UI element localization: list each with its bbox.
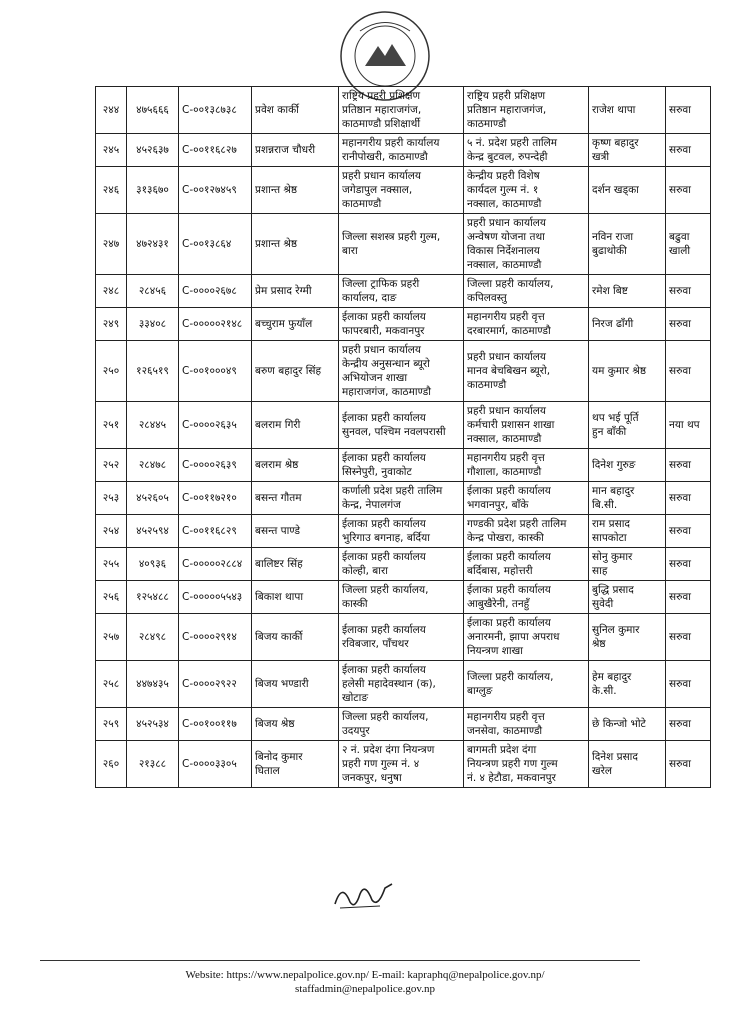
- serial-number-cell: २४८: [96, 275, 127, 308]
- table-row: [96, 741, 711, 788]
- current-office-cell: राष्ट्रिय प्रहरी प्रशिक्षण प्रतिष्ठान महाराजगंज, काठमाण्डौ प्रशिक्षार्थी: [339, 87, 464, 134]
- table-row: [96, 275, 711, 308]
- serial-number-cell: २४४: [96, 87, 127, 134]
- table-row: [96, 87, 711, 134]
- personnel-id-cell: ४५२५९४: [127, 515, 179, 548]
- employee-code-cell: C-००००२६३९: [179, 449, 252, 482]
- employee-name-cell: बिकाश थापा: [252, 581, 339, 614]
- transfer-office-cell: ईलाका प्रहरी कार्यालय आबुखैरेनी, तनहुँ: [464, 581, 589, 614]
- replacement-name-cell: थप भई पूर्ति हुन बाँकी: [589, 402, 666, 449]
- table-row: [96, 214, 711, 275]
- transfer-office-cell: प्रहरी प्रधान कार्यालय कर्मचारी प्रशासन शाखा नक्साल, काठमाण्डौ: [464, 402, 589, 449]
- personnel-id-cell: ४४७४३५: [127, 661, 179, 708]
- personnel-id-cell: २१३८८: [127, 741, 179, 788]
- transfer-office-cell: प्रहरी प्रधान कार्यालय अन्वेषण योजना तथा विकास निर्देशनालय नक्साल, काठमाण्डौ: [464, 214, 589, 275]
- serial-number-cell: २४६: [96, 167, 127, 214]
- transfer-office-cell: गण्डकी प्रदेश प्रहरी तालिम केन्द्र पोखरा, कास्की: [464, 515, 589, 548]
- personnel-id-cell: २८४७८: [127, 449, 179, 482]
- transfer-office-cell: जिल्ला प्रहरी कार्यालय, बाग्लुङ: [464, 661, 589, 708]
- personnel-id-cell: ४५२६३७: [127, 134, 179, 167]
- employee-name-cell: प्रवेश कार्की: [252, 87, 339, 134]
- transfer-office-cell: महानगरीय प्रहरी वृत्त गौशाला, काठमाण्डौ: [464, 449, 589, 482]
- employee-name-cell: बलराम गिरी: [252, 402, 339, 449]
- serial-number-cell: २५१: [96, 402, 127, 449]
- table-row: [96, 167, 711, 214]
- transfer-office-cell: महानगरीय प्रहरी वृत्त जनसेवा, काठमाण्डौ: [464, 708, 589, 741]
- transfer-office-cell: महानगरीय प्रहरी वृत्त दरबारमार्ग, काठमाण्डौ: [464, 308, 589, 341]
- table-row: [96, 661, 711, 708]
- replacement-name-cell: कृष्ण बहादुर खत्री: [589, 134, 666, 167]
- employee-name-cell: बिजय भण्डारी: [252, 661, 339, 708]
- current-office-cell: जिल्ला सशस्त्र प्रहरी गुल्म, बारा: [339, 214, 464, 275]
- replacement-name-cell: निरज ढाँगी: [589, 308, 666, 341]
- current-office-cell: ईलाका प्रहरी कार्यालय सुनवल, पश्चिम नवलपरासी: [339, 402, 464, 449]
- serial-number-cell: २५४: [96, 515, 127, 548]
- serial-number-cell: २६०: [96, 741, 127, 788]
- employee-code-cell: C-००११६८२७: [179, 134, 252, 167]
- employee-code-cell: C-००००२६७८: [179, 275, 252, 308]
- transfer-office-cell: केन्द्रीय प्रहरी विशेष कार्यदल गुल्म नं. १ नक्साल, काठमाण्डौ: [464, 167, 589, 214]
- serial-number-cell: २४९: [96, 308, 127, 341]
- table-row: [96, 708, 711, 741]
- current-office-cell: जिल्ला प्रहरी कार्यालय, कास्की: [339, 581, 464, 614]
- serial-number-cell: २५०: [96, 341, 127, 402]
- personnel-id-cell: ४७५६६६: [127, 87, 179, 134]
- current-office-cell: ईलाका प्रहरी कार्यालय कोल्ही, बारा: [339, 548, 464, 581]
- employee-name-cell: प्रशन्नराज चौधरी: [252, 134, 339, 167]
- current-office-cell: ईलाका प्रहरी कार्यालय भुरिगाउ बगनाह, बर्दिया: [339, 515, 464, 548]
- table-row: [96, 449, 711, 482]
- remarks-cell: सरुवा: [666, 581, 711, 614]
- employee-name-cell: बसन्त गौतम: [252, 482, 339, 515]
- remarks-cell: बढुवा खाली: [666, 214, 711, 275]
- footer-rule: [40, 960, 640, 961]
- serial-number-cell: २५९: [96, 708, 127, 741]
- remarks-cell: सरुवा: [666, 308, 711, 341]
- replacement-name-cell: रमेश बिष्ट: [589, 275, 666, 308]
- remarks-cell: नया थप: [666, 402, 711, 449]
- table-row: [96, 581, 711, 614]
- remarks-cell: सरुवा: [666, 661, 711, 708]
- remarks-cell: सरुवा: [666, 548, 711, 581]
- employee-name-cell: बिनोद कुमार घिताल: [252, 741, 339, 788]
- current-office-cell: ईलाका प्रहरी कार्यालय सिस्नेपुरी, नुवाकोट: [339, 449, 464, 482]
- employee-code-cell: C-००००३३०५: [179, 741, 252, 788]
- employee-code-cell: C-००००२९२२: [179, 661, 252, 708]
- current-office-cell: प्रहरी प्रधान कार्यालय केन्द्रीय अनुसन्धान ब्यूरो अभियोजन शाखा महाराजगंज, काठमाण्डौ: [339, 341, 464, 402]
- personnel-id-cell: २८४५६: [127, 275, 179, 308]
- table-row: [96, 308, 711, 341]
- employee-name-cell: प्रशान्त श्रेष्ठ: [252, 214, 339, 275]
- employee-name-cell: बरुण बहादुर सिंह: [252, 341, 339, 402]
- remarks-cell: सरुवा: [666, 708, 711, 741]
- replacement-name-cell: राम प्रसाद सापकोटा: [589, 515, 666, 548]
- table-row: [96, 515, 711, 548]
- current-office-cell: जिल्ला प्रहरी कार्यालय, उदयपुर: [339, 708, 464, 741]
- table-row: [96, 482, 711, 515]
- remarks-cell: सरुवा: [666, 167, 711, 214]
- replacement-name-cell: हेम बहादुर के.सी.: [589, 661, 666, 708]
- replacement-name-cell: नविन राजा बुढाथोकी: [589, 214, 666, 275]
- remarks-cell: सरुवा: [666, 741, 711, 788]
- table-row: [96, 402, 711, 449]
- employee-code-cell: C-००१३८६४: [179, 214, 252, 275]
- employee-name-cell: प्रेम प्रसाद रेग्मी: [252, 275, 339, 308]
- personnel-id-cell: ३३४०८: [127, 308, 179, 341]
- personnel-id-cell: २८४९८: [127, 614, 179, 661]
- serial-number-cell: २५६: [96, 581, 127, 614]
- serial-number-cell: २५८: [96, 661, 127, 708]
- employee-code-cell: C-००१०००४९: [179, 341, 252, 402]
- serial-number-cell: २४५: [96, 134, 127, 167]
- remarks-cell: सरुवा: [666, 341, 711, 402]
- serial-number-cell: २५२: [96, 449, 127, 482]
- transfer-office-cell: जिल्ला प्रहरी कार्यालय, कपिलवस्तु: [464, 275, 589, 308]
- remarks-cell: सरुवा: [666, 87, 711, 134]
- serial-number-cell: २५३: [96, 482, 127, 515]
- current-office-cell: प्रहरी प्रधान कार्यालय जगेडापुल नक्साल, काठमाण्डौ: [339, 167, 464, 214]
- replacement-name-cell: बुद्धि प्रसाद सुवेदी: [589, 581, 666, 614]
- employee-code-cell: C-००१३८७३८: [179, 87, 252, 134]
- current-office-cell: ईलाका प्रहरी कार्यालय रविबजार, पाँचथर: [339, 614, 464, 661]
- serial-number-cell: २५५: [96, 548, 127, 581]
- replacement-name-cell: छे किन्जो भोटे: [589, 708, 666, 741]
- transfer-office-cell: ईलाका प्रहरी कार्यालय बर्दिबास, महोत्तरी: [464, 548, 589, 581]
- remarks-cell: सरुवा: [666, 275, 711, 308]
- remarks-cell: सरुवा: [666, 134, 711, 167]
- transfer-office-cell: ५ नं. प्रदेश प्रहरी तालिम केन्द्र बुटवल, रुपन्देही: [464, 134, 589, 167]
- remarks-cell: सरुवा: [666, 449, 711, 482]
- table-row: [96, 341, 711, 402]
- employee-code-cell: C-०००००२८८४: [179, 548, 252, 581]
- serial-number-cell: २५७: [96, 614, 127, 661]
- remarks-cell: सरुवा: [666, 515, 711, 548]
- employee-code-cell: C-००११६८२९: [179, 515, 252, 548]
- employee-code-cell: C-००१००११७: [179, 708, 252, 741]
- employee-code-cell: C-००१२७४५९: [179, 167, 252, 214]
- table-row: [96, 548, 711, 581]
- replacement-name-cell: दिनेश प्रसाद खरेल: [589, 741, 666, 788]
- transfer-office-cell: बागमती प्रदेश दंगा नियन्त्रण प्रहरी गण गुल्म नं. ४ हेटौडा, मकवानपुर: [464, 741, 589, 788]
- employee-code-cell: C-००००२६३५: [179, 402, 252, 449]
- signature: [330, 874, 400, 914]
- personnel-id-cell: ३१३६७०: [127, 167, 179, 214]
- replacement-name-cell: सोनु कुमार साह: [589, 548, 666, 581]
- employee-name-cell: बालिष्टर सिंह: [252, 548, 339, 581]
- personnel-id-cell: ४७२४३१: [127, 214, 179, 275]
- current-office-cell: ईलाका प्रहरी कार्यालय हलेसी महादेवस्थान (क), खोटाङ: [339, 661, 464, 708]
- footer-contact-line: Website: https://www.nepalpolice.gov.np/ E-mail: kapraphq@nepalpolice.gov.np/: [185, 969, 545, 981]
- employee-code-cell: C-००११७२१०: [179, 482, 252, 515]
- current-office-cell: महानगरीय प्रहरी कार्यालय रानीपोखरी, काठमाण्डौ: [339, 134, 464, 167]
- table-row: [96, 134, 711, 167]
- remarks-cell: सरुवा: [666, 614, 711, 661]
- replacement-name-cell: सुनिल कुमार श्रेष्ठ: [589, 614, 666, 661]
- employee-name-cell: बसन्त पाण्डे: [252, 515, 339, 548]
- replacement-name-cell: राजेश थापा: [589, 87, 666, 134]
- employee-name-cell: बलराम श्रेष्ठ: [252, 449, 339, 482]
- employee-code-cell: C-०००००५५४३: [179, 581, 252, 614]
- employee-name-cell: प्रशान्त श्रेष्ठ: [252, 167, 339, 214]
- personnel-id-cell: १२६५१९: [127, 341, 179, 402]
- current-office-cell: कर्णाली प्रदेश प्रहरी तालिम केन्द्र, नेपालगंज: [339, 482, 464, 515]
- personnel-id-cell: ४५२६०५: [127, 482, 179, 515]
- employee-code-cell: C-०००००२१४८: [179, 308, 252, 341]
- table-row: [96, 614, 711, 661]
- employee-name-cell: बिजय कार्की: [252, 614, 339, 661]
- transfer-office-cell: राष्ट्रिय प्रहरी प्रशिक्षण प्रतिष्ठान महाराजगंज, काठमाण्डौ: [464, 87, 589, 134]
- current-office-cell: ईलाका प्रहरी कार्यालय फापरबारी, मकवानपुर: [339, 308, 464, 341]
- footer: [140, 968, 590, 996]
- employee-name-cell: बिजय श्रेष्ठ: [252, 708, 339, 741]
- current-office-cell: जिल्ला ट्राफिक प्रहरी कार्यालय, दाङ: [339, 275, 464, 308]
- employee-code-cell: C-००००२९१४: [179, 614, 252, 661]
- replacement-name-cell: दिनेश गुरुङ: [589, 449, 666, 482]
- transfer-office-cell: प्रहरी प्रधान कार्यालय मानव बेचबिखन ब्यूरो, काठमाण्डौ: [464, 341, 589, 402]
- personnel-id-cell: २८४४५: [127, 402, 179, 449]
- replacement-name-cell: यम कुमार श्रेष्ठ: [589, 341, 666, 402]
- replacement-name-cell: दर्शन खड्का: [589, 167, 666, 214]
- employee-name-cell: बच्चुराम फुयाँल: [252, 308, 339, 341]
- transfer-office-cell: ईलाका प्रहरी कार्यालय भगवानपुर, बाँके: [464, 482, 589, 515]
- remarks-cell: सरुवा: [666, 482, 711, 515]
- personnel-id-cell: ४५२५३४: [127, 708, 179, 741]
- personnel-id-cell: ४०९३६: [127, 548, 179, 581]
- footer-email-line: staffadmin@nepalpolice.gov.np: [295, 983, 435, 995]
- transfer-roster-table: [95, 86, 711, 788]
- serial-number-cell: २४७: [96, 214, 127, 275]
- personnel-id-cell: १२५४८८: [127, 581, 179, 614]
- replacement-name-cell: मान बहादुर बि.सी.: [589, 482, 666, 515]
- current-office-cell: २ नं. प्रदेश दंगा नियन्त्रण प्रहरी गण गुल्म नं. ४ जनकपुर, धनुषा: [339, 741, 464, 788]
- transfer-office-cell: ईलाका प्रहरी कार्यालय अनारमनी, झापा अपराध नियन्त्रण शाखा: [464, 614, 589, 661]
